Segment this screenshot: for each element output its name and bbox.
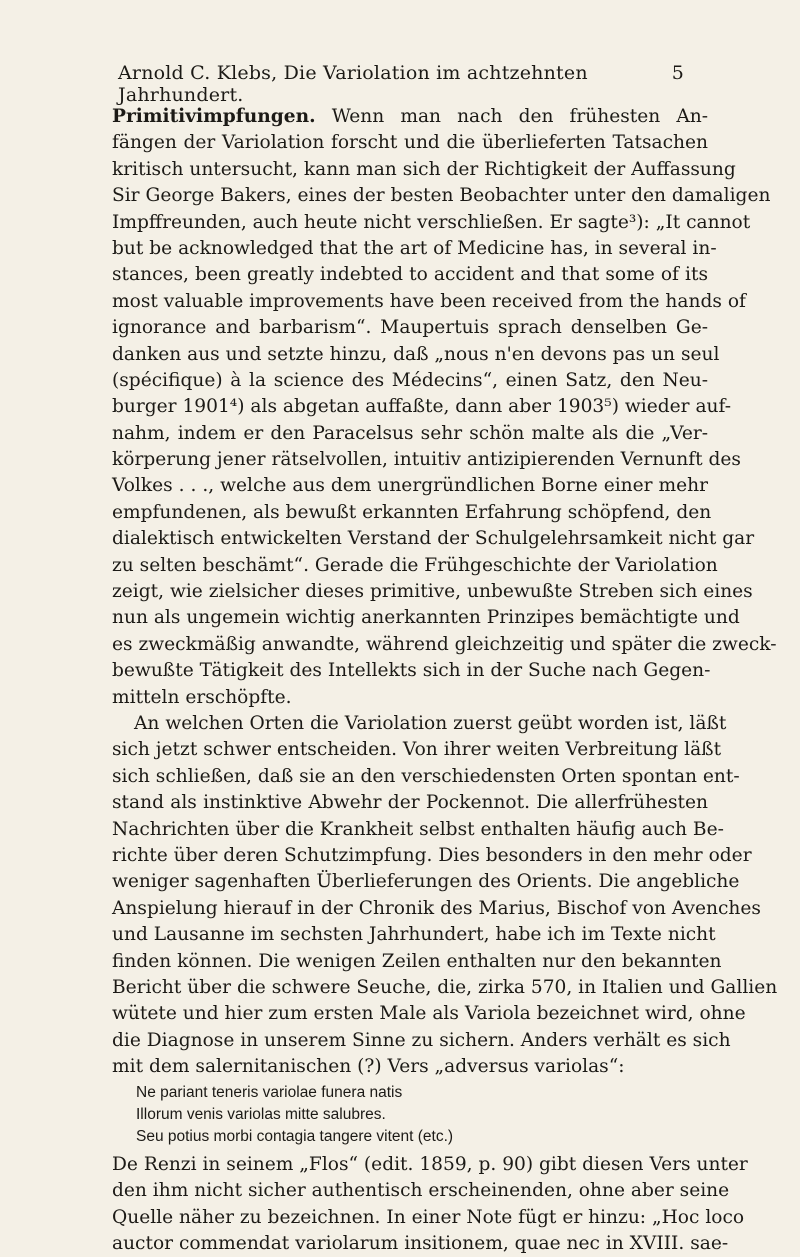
paragraph2-line: weniger sagenhaften Überlieferungen des Orients. Die angebliche — [112, 871, 740, 893]
paragraph1-line: nun als ungemein wichtig anerkannten Prinzipes bemächtigte und — [112, 607, 740, 629]
paragraph2-line: Nachrichten über die Krankheit selbst enthalten häufig auch Be- — [112, 818, 724, 840]
paragraph2-line: und Lausanne im sechsten Jahrhundert, habe ich im Texte nicht — [112, 924, 716, 946]
paragraph1-line: zeigt, wie zielsicher dieses primitive, unbewußte Streben sich eines — [112, 581, 753, 603]
paragraph1-line: Volkes . . ., welche aus dem unergründlichen Borne einer mehr — [112, 475, 708, 497]
paragraph-orte — [112, 711, 778, 1080]
paragraph1-line: most valuable improvements have been received from the hands of — [112, 290, 746, 312]
paragraph2-line: sich jetzt schwer entscheiden. Von ihrer weiten Verbreitung läßt — [112, 739, 722, 761]
paragraph1-line: stances, been greatly indebted to accident and that some of its — [112, 264, 708, 286]
paragraph2-line: An welchen Orten die Variolation zuerst geübt worden ist, läßt — [134, 712, 727, 734]
paragraph1-line: (spécifique) à la science des Médecins“, einen Satz, den Neu- — [112, 369, 708, 391]
paragraph3-line: Quelle näher zu bezeichnen. In einer Note fügt er hinzu: „Hoc loco — [112, 1206, 745, 1228]
latin-verse — [112, 1082, 708, 1147]
paragraph3-line: den ihm nicht sicher authentisch erscheinenden, ohne aber seine — [112, 1180, 730, 1202]
page-number: 5 — [671, 62, 684, 84]
paragraph2-line: die Diagnose in unserem Sinne zu sichern. Anders verhält es sich — [112, 1029, 731, 1051]
paragraph2-line: mit dem salernitanischen (?) Vers „adversus variolas“: — [112, 1056, 625, 1078]
paragraph1-line: körperung jener rätselvollen, intuitiv antizipierenden Vernunft des — [112, 449, 741, 471]
section-heading: Primitivimpfungen. — [112, 106, 316, 127]
paragraph2-line: wütete und hier zum ersten Male als Variola bezeichnet wird, ohne — [112, 1003, 746, 1025]
body-text — [112, 104, 778, 1257]
paragraph3-line: De Renzi in seinem „Flos“ (edit. 1859, p. 90) gibt diesen Vers unter — [112, 1153, 748, 1175]
running-header — [118, 62, 684, 106]
paragraph2-line: finden können. Die wenigen Zeilen enthalten nur den bekannten — [112, 950, 722, 972]
paragraph1-line: kritisch untersucht, kann man sich der Richtigkeit der Auffassung — [112, 158, 736, 180]
paragraph1-line: danken aus und setzte hinzu, daß „nous n'en devons pas un seul — [112, 343, 720, 365]
paragraph1-line: Sir George Bakers, eines der besten Beobachter unter den damaligen — [112, 185, 771, 207]
verse-line: Ne pariant teneris variolae funera natis — [136, 1084, 403, 1102]
paragraph1-line: es zweckmäßig anwandte, während gleichzeitig und später die zweck- — [112, 633, 777, 655]
paragraph1-line: dialektisch entwickelten Verstand der Schulgelehrsamkeit nicht gar — [112, 528, 755, 550]
paragraph1-line: Primitivimpfungen. Wenn man nach den frühesten An- — [112, 106, 708, 127]
header-author: Arnold C. Klebs, Die Variolation im achtzehnten Jahrhundert. — [118, 62, 588, 106]
verse-line: Seu potius morbi contagia tangere vitent (etc.) — [136, 1128, 454, 1146]
paragraph2-line: Anspielung hierauf in der Chronik des Marius, Bischof von Avenches — [112, 897, 761, 919]
paragraph1-line: bewußte Tätigkeit des Intellekts sich in der Suche nach Gegen- — [112, 660, 711, 682]
paragraph1-line: ignorance and barbarism“. Maupertuis sprach denselben Ge- — [112, 317, 708, 339]
paragraph1-line: empfundenen, als bewußt erkannten Erfahrung schöpfend, den — [112, 501, 712, 523]
paragraph3-line: auctor commendat variolarum insitionem, quae nec in XVIII. sae- — [112, 1233, 729, 1255]
paragraph1-line: burger 1901⁴) als abgetan auffaßte, dann aber 1903⁵) wieder auf- — [112, 396, 732, 418]
paragraph2-line: stand als instinktive Abwehr der Pockennot. Die allerfrühesten — [112, 792, 708, 814]
verse-line: Illorum venis variolas mitte salubres. — [136, 1106, 386, 1124]
paragraph2-line: sich schließen, daß sie an den verschiedensten Orten spontan ent- — [112, 765, 740, 787]
paragraph-primitivimpfungen — [112, 104, 777, 711]
paragraph1-line: but be acknowledged that the art of Medicine has, in several in- — [112, 237, 717, 259]
paragraph2-line: richte über deren Schutzimpfung. Dies besonders in den mehr oder — [112, 844, 752, 866]
paragraph-de-renzi — [112, 1152, 748, 1257]
paragraph2-line: Bericht über die schwere Seuche, die, zirka 570, in Italien und Gallien — [112, 976, 778, 998]
paragraph1-line: Impffreunden, auch heute nicht verschließen. Er sagte³): „It cannot — [112, 211, 751, 233]
paragraph1-line: nahm, indem er den Paracelsus sehr schön malte als die „Ver- — [112, 422, 708, 444]
paragraph1-line: fängen der Variolation forscht und die überlieferten Tatsachen — [112, 132, 708, 154]
paragraph1-line: mitteln erschöpfte. — [112, 686, 292, 708]
paragraph1-line: zu selten beschämt“. Gerade die Frühgeschichte der Variolation — [112, 554, 718, 576]
header-title: Die Variolation im achtzehnten Jahrhundert. — [118, 62, 588, 106]
